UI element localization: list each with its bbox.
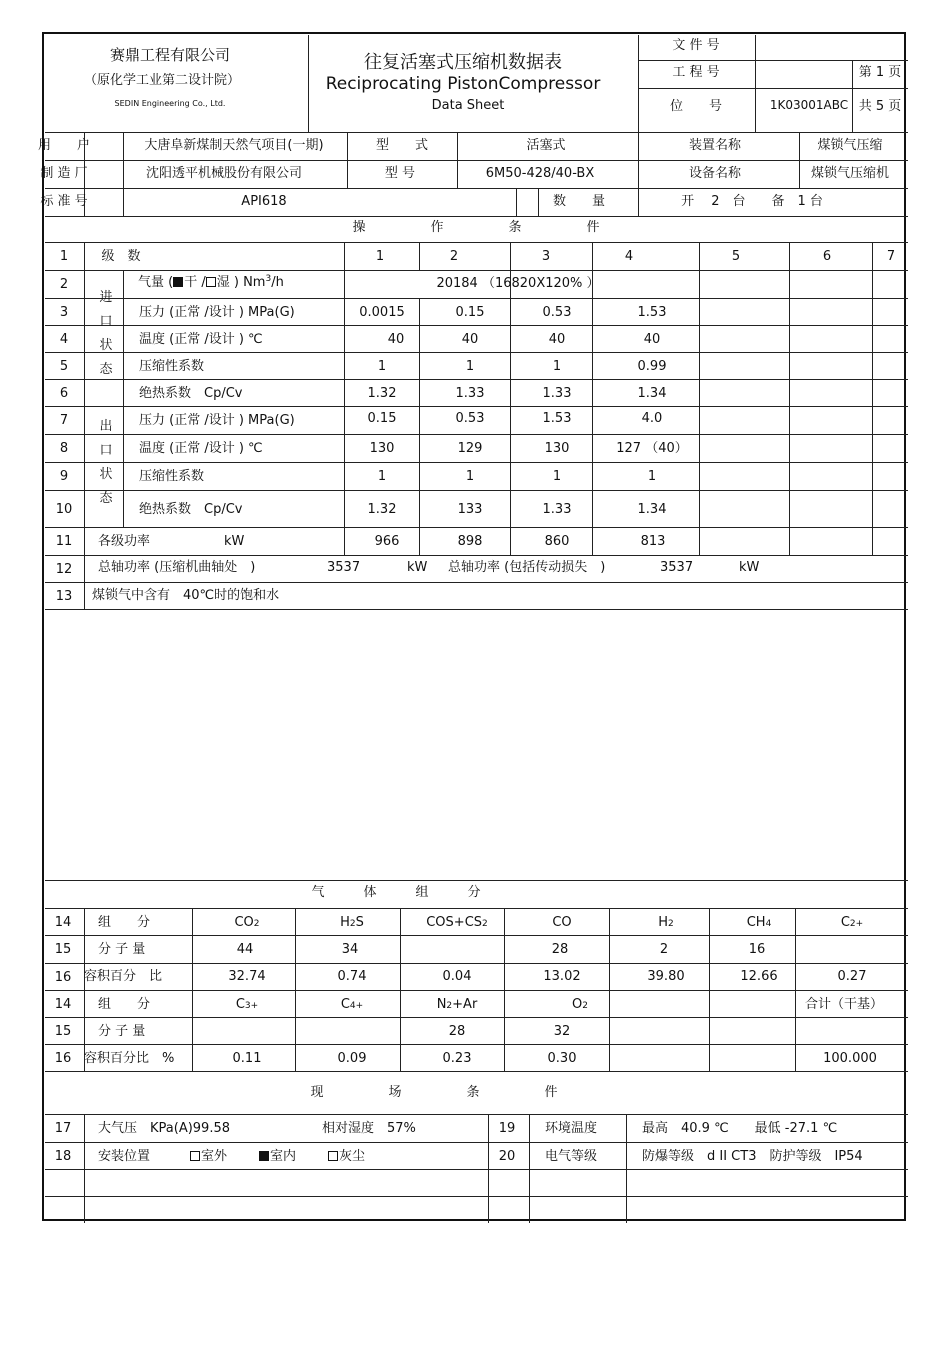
stage-number: 7: [886, 249, 896, 264]
molecular-weight: 34: [341, 942, 359, 957]
component-name: [426, 916, 488, 929]
param-value: 1.33: [455, 385, 485, 401]
grid-line: [872, 242, 873, 555]
grid-line: [84, 242, 85, 609]
volume-percent: 0.09: [337, 1051, 367, 1066]
unit-value: 煤锁气压缩: [817, 138, 883, 153]
param-label: 绝热系数 Cp/Cv: [139, 385, 243, 401]
grid-line: [488, 1114, 489, 1223]
grid-line: [45, 1196, 908, 1197]
flow-label-text: 湿 ) Nm: [216, 275, 266, 290]
row-number: 16: [54, 969, 72, 985]
param-value: 1: [377, 358, 387, 374]
ambient-temp-value: 最高 40.9 ℃ 最低 -27.1 ℃: [642, 1121, 838, 1136]
power-value: 898: [457, 534, 483, 549]
shaft-power-label: 总轴功率 (压缩机曲轴处 ): [98, 560, 256, 575]
grid-line: [709, 908, 710, 1071]
row-number: 6: [59, 385, 69, 401]
param-value: 1: [552, 358, 562, 374]
outlet-group-label: 状: [99, 467, 113, 482]
section-gas-title: 气 体 组 分: [311, 885, 481, 900]
param-value: 1: [377, 469, 387, 484]
molecular-weight: 28: [551, 942, 569, 957]
param-value: 4.0: [641, 411, 663, 426]
user-label: 用 户: [37, 138, 91, 153]
grid-line: [84, 1114, 85, 1223]
qty-label: 数 量: [552, 194, 606, 209]
component-formula: CH: [746, 915, 766, 930]
inlet-group-label: 进: [99, 290, 113, 305]
component-subscript: 2: [349, 919, 356, 929]
molecular-weight: 28: [448, 1024, 466, 1039]
component-formula: +Ar: [452, 997, 478, 1012]
power-value: 966: [374, 534, 400, 549]
grid-line: [308, 35, 309, 132]
volume-percent: 39.80: [647, 969, 685, 984]
row-number: 15: [54, 1023, 72, 1039]
shaft-power-unit: kW: [407, 560, 428, 575]
flow-label-text: 气量 (: [138, 275, 174, 290]
vol-label: 容积百分比 %: [84, 1051, 175, 1066]
shaft-power-value: 3537: [327, 560, 361, 575]
row-number: 4: [59, 331, 69, 347]
param-value: 40: [643, 331, 661, 347]
volume-percent: 0.04: [442, 969, 472, 984]
component-name: [341, 998, 363, 1011]
volume-percent: 0.23: [442, 1051, 472, 1066]
row-number: 17: [54, 1121, 72, 1136]
atm-pressure: 大气压 KPa(A)99.58: [98, 1121, 230, 1136]
row-number: 14: [54, 996, 72, 1012]
row-number: 11: [55, 534, 73, 549]
grid-line: [45, 1044, 908, 1045]
row-number: 7: [59, 413, 69, 428]
param-value: 1: [647, 469, 657, 484]
option-indoor: 室内: [270, 1149, 297, 1164]
grid-line: [45, 160, 908, 161]
component-subscript: 4+: [349, 1001, 364, 1011]
component-subscript: 2: [668, 919, 674, 929]
ambient-temp-label: 环境温度: [545, 1121, 598, 1136]
component-formula: COS+CS: [426, 915, 483, 930]
outlet-group-label: 口: [99, 443, 113, 458]
grid-line: [45, 990, 908, 991]
component-name: [236, 998, 258, 1011]
grid-line: [626, 1114, 627, 1223]
component-formula: H: [658, 915, 669, 930]
grid-line: [45, 1142, 908, 1143]
flow-label: [138, 275, 284, 289]
grid-line: [45, 1114, 908, 1115]
company-name: 赛鼎工程有限公司: [109, 46, 231, 64]
param-label: 压力 (正常 /设计 ) MPa(G): [139, 413, 295, 428]
component-formula: H: [340, 915, 350, 930]
model-label: 型 号: [384, 166, 416, 181]
grid-line: [789, 242, 790, 555]
param-label: 压缩性系数: [139, 358, 205, 374]
grid-line: [45, 352, 908, 353]
grid-line: [516, 188, 517, 216]
grid-line: [192, 908, 193, 1071]
stage-number: 3: [541, 249, 551, 264]
power-value: 860: [544, 534, 570, 549]
qty-value: 开 2 台 备 1 台: [681, 194, 823, 209]
param-value: 0.15: [455, 304, 485, 320]
volume-percent: 13.02: [543, 969, 581, 984]
component-subscript: 2+: [849, 919, 864, 929]
grid-line: [45, 298, 908, 299]
grid-line: [45, 242, 908, 243]
power-value: 813: [640, 534, 666, 549]
volume-percent: 100.000: [823, 1051, 877, 1066]
user-value: 大唐阜新煤制天然气项目(一期): [144, 138, 324, 153]
stage-number: 5: [731, 249, 741, 264]
project-no-label: 工 程 号: [672, 65, 720, 80]
component-formula: S: [355, 915, 364, 930]
grid-line: [457, 132, 458, 188]
grid-line: [344, 242, 345, 555]
component-name: [747, 916, 772, 929]
param-value: 130: [544, 441, 570, 456]
grid-line: [795, 908, 796, 1071]
component-name: [437, 998, 478, 1011]
component-name: [658, 916, 674, 929]
component-formula: O: [572, 997, 583, 1012]
relative-humidity: 相对湿度 57%: [322, 1121, 416, 1136]
component-subscript: 4: [765, 919, 772, 929]
power-label: 各级功率: [98, 534, 151, 549]
row-number: 8: [59, 441, 69, 456]
inlet-group-label: 口: [99, 314, 113, 329]
row-number: 3: [59, 304, 69, 320]
grid-line: [799, 132, 800, 188]
param-value: 130: [369, 441, 395, 456]
param-value: 40: [461, 331, 479, 347]
grid-line: [45, 582, 908, 583]
grid-line: [45, 462, 908, 463]
param-label: 压缩性系数: [139, 469, 205, 484]
grid-line: [45, 132, 908, 133]
grid-line: [45, 908, 908, 909]
param-value: 1.53: [637, 304, 667, 320]
comp-label: 组 分: [98, 997, 151, 1012]
grid-line: [45, 270, 908, 271]
grid-line: [45, 434, 908, 435]
type-label: 型 式: [375, 138, 429, 153]
param-value: 0.53: [455, 411, 485, 426]
section-site-title: 现 场 条 件: [310, 1085, 558, 1100]
volume-percent: 0.30: [547, 1051, 577, 1066]
component-subscript: 3+: [244, 1001, 259, 1011]
option-dusty: 灰尘: [339, 1149, 366, 1164]
grid-line: [123, 270, 124, 527]
param-label: 压力 (正常 /设计 ) MPa(G): [139, 304, 295, 320]
std-value: API618: [241, 194, 287, 209]
component-formula: C: [340, 997, 350, 1012]
checkbox-empty-icon: [190, 1151, 200, 1161]
grid-line: [45, 188, 908, 189]
grid-line: [45, 963, 908, 964]
doc-no-label: 文 件 号: [672, 38, 720, 53]
molecular-weight: 16: [748, 942, 766, 957]
grid-line: [45, 527, 908, 528]
install-options: [190, 1150, 365, 1163]
stage-number: 2: [449, 249, 459, 264]
sheet-title-cn: 往复活塞式压缩机数据表: [364, 52, 562, 73]
grid-line: [84, 908, 85, 1071]
component-formula: CO: [552, 915, 572, 930]
grid-line: [419, 298, 420, 555]
component-name: [340, 916, 364, 929]
param-value: 1: [465, 358, 475, 374]
row-number: 2: [59, 277, 69, 292]
molecular-weight: 44: [236, 942, 254, 957]
total-pages: 共 5 页: [858, 99, 902, 114]
tag-label: 位 号: [669, 99, 723, 114]
inlet-group-label: 状: [99, 338, 113, 353]
param-value: 1.33: [542, 501, 572, 517]
param-value: 0.53: [542, 304, 572, 320]
component-subscript: 2: [253, 919, 260, 929]
param-value: 40: [387, 331, 405, 347]
volume-percent: 12.66: [740, 969, 778, 984]
param-value: 1: [465, 469, 475, 484]
power-unit: kW: [224, 534, 245, 549]
component-subscript: 2: [582, 1001, 588, 1011]
grid-line: [638, 88, 908, 89]
param-value: 1: [552, 469, 562, 484]
grid-line: [400, 908, 401, 1071]
param-value: 1.33: [542, 385, 572, 401]
grid-line: [45, 216, 908, 217]
stage-label: 级 数: [101, 249, 141, 264]
maker-value: 沈阳透平机械股份有限公司: [145, 166, 303, 181]
component-subscript: 2: [446, 1001, 453, 1011]
grid-line: [538, 188, 539, 216]
grid-line: [638, 35, 639, 132]
flow-label-text: /h: [271, 275, 284, 290]
stage-number: 4: [624, 249, 634, 264]
grid-line: [638, 60, 908, 61]
param-label: 绝热系数 Cp/Cv: [139, 501, 243, 517]
maker-label: 制 造 厂: [40, 166, 88, 181]
total-power-value: 3537: [660, 560, 694, 575]
param-value: 40: [548, 331, 566, 347]
grid-line: [45, 1017, 908, 1018]
grid-line: [347, 132, 348, 188]
outlet-group-label: 态: [99, 491, 113, 506]
flow-label-text: 干 /: [184, 275, 206, 290]
param-label: 温度 (正常 /设计 ) ℃: [139, 441, 263, 456]
vol-label: 容积百分 比: [84, 969, 163, 984]
grid-line: [504, 908, 505, 1071]
grid-line: [45, 379, 908, 380]
component-name: [572, 998, 588, 1011]
grid-line: [699, 242, 700, 555]
param-value: 0.0015: [359, 304, 405, 320]
param-value: 133: [457, 501, 483, 517]
grid-line: [45, 935, 908, 936]
grid-line: [852, 60, 853, 132]
equip-label: 设备名称: [688, 166, 742, 181]
inlet-group-label: 态: [99, 362, 113, 377]
grid-line: [45, 1071, 908, 1072]
option-outdoor: 室外: [201, 1149, 228, 1164]
row-number: 9: [59, 469, 69, 484]
grid-line: [45, 406, 908, 407]
checkbox-checked-icon: [259, 1151, 269, 1161]
grid-line: [609, 908, 610, 1071]
molecular-weight: 2: [659, 942, 669, 957]
row-number: 15: [54, 942, 72, 957]
row-number: 10: [55, 501, 73, 517]
checkbox-empty-icon: [206, 277, 216, 287]
volume-percent: 0.74: [337, 969, 367, 984]
component-formula: CO: [234, 915, 254, 930]
checkbox-checked-icon: [173, 277, 183, 287]
row-number: 13: [55, 588, 73, 604]
row-number: 12: [55, 561, 73, 577]
param-label: 温度 (正常 /设计 ) ℃: [139, 331, 263, 347]
grid-line: [45, 1169, 908, 1170]
outlet-group-label: 出: [99, 419, 113, 434]
param-value: 0.15: [367, 411, 397, 426]
component-formula: C: [840, 915, 850, 930]
page-number: 第 1 页: [858, 65, 902, 80]
install-label: 安装位置: [98, 1149, 151, 1164]
row-number: 19: [498, 1121, 516, 1136]
model-value: 6M50-428/40-BX: [485, 166, 595, 181]
molecular-weight: 32: [553, 1024, 571, 1039]
type-value: 活塞式: [526, 138, 566, 153]
component-name: [552, 916, 571, 929]
grid-line: [45, 325, 908, 326]
stage-number: 6: [822, 249, 832, 264]
tag-value: 1K03001ABC: [769, 98, 849, 112]
flow-value: 20184 （16820X120% ）: [436, 276, 600, 291]
company-english-name: SEDIN Engineering Co., Ltd.: [114, 99, 226, 108]
row-number: 16: [54, 1050, 72, 1066]
component-formula: C: [235, 997, 245, 1012]
component-name: [841, 916, 863, 929]
param-value: 1.32: [367, 501, 397, 517]
checkbox-empty-icon: [328, 1151, 338, 1161]
section-operating-title: 操 作 条 件: [352, 220, 600, 235]
grid-line: [295, 908, 296, 1071]
grid-line: [638, 132, 639, 216]
comp-label: 组 分: [98, 915, 151, 930]
flow-label-sup: 3: [265, 274, 272, 284]
grid-line: [45, 880, 908, 881]
volume-percent: 0.11: [232, 1051, 262, 1066]
component-formula: 合计（干基）: [804, 997, 884, 1012]
param-value: 129: [457, 441, 483, 456]
operating-note: 煤锁气中含有 40℃时的饱和水: [92, 588, 280, 603]
unit-label: 装置名称: [688, 138, 742, 153]
stage-number: 1: [375, 249, 385, 264]
grid-line: [755, 35, 756, 132]
row-number: 18: [54, 1149, 72, 1164]
grid-line: [123, 132, 124, 216]
grid-line: [419, 242, 420, 270]
sheet-title-en: Reciprocating PistonCompressor: [325, 74, 601, 94]
grid-line: [45, 555, 908, 556]
mw-label: 分 子 量: [98, 942, 146, 957]
total-power-label: 总轴功率 (包括传动损失 ): [448, 560, 606, 575]
total-power-unit: kW: [739, 560, 760, 575]
param-value: 1.34: [637, 501, 667, 517]
company-former-name: （原化学工业第二设计院）: [83, 73, 241, 88]
row-number: 20: [498, 1149, 516, 1164]
component-formula: N: [436, 997, 447, 1012]
mw-label: 分 子 量: [98, 1024, 146, 1039]
row-number: 14: [54, 914, 72, 930]
equip-value: 煤锁气压缩机: [810, 166, 890, 181]
std-label: 标 准 号: [40, 194, 88, 209]
grid-line: [45, 490, 908, 491]
volume-percent: 0.27: [837, 969, 867, 984]
component-name: [234, 916, 259, 929]
volume-percent: 32.74: [228, 969, 266, 984]
elec-class-value: 防爆等级 d II CT3 防护等级 IP54: [642, 1149, 863, 1164]
sheet-title-en-sub: Data Sheet: [431, 98, 505, 113]
param-value: 1.32: [367, 385, 397, 401]
component-name: [805, 998, 883, 1011]
param-value: 1.53: [542, 411, 572, 426]
param-value: 0.99: [637, 358, 667, 374]
component-subscript: 2: [482, 919, 488, 929]
data-sheet: [37, 32, 906, 1221]
param-value: 127 （40）: [616, 441, 688, 456]
row-number: 5: [59, 358, 69, 374]
grid-line: [45, 609, 908, 610]
row-number: 1: [59, 249, 69, 264]
grid-line: [529, 1114, 530, 1223]
elec-class-label: 电气等级: [545, 1149, 598, 1164]
param-value: 1.34: [637, 385, 667, 401]
